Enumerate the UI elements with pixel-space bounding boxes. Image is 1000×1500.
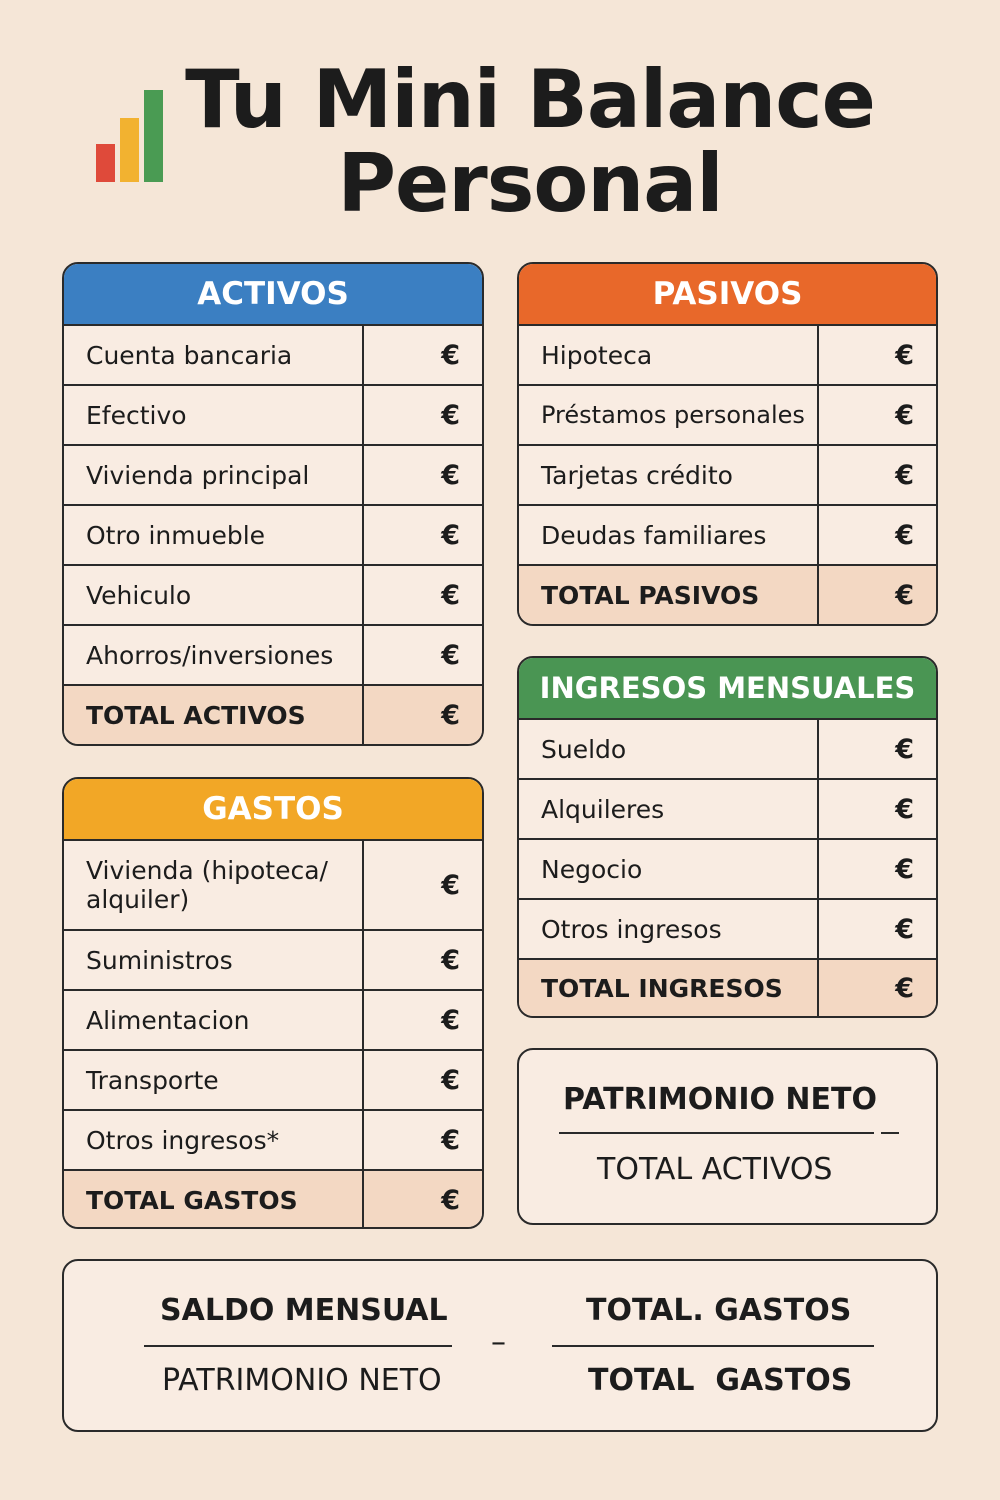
- amount-field[interactable]: €: [895, 853, 914, 885]
- total-label: TOTAL GASTOS: [64, 1171, 364, 1229]
- ingresos-header: INGRESOS MENSUALES: [519, 658, 936, 720]
- row-label: Sueldo: [519, 720, 819, 778]
- minus-sign: –: [491, 1325, 506, 1360]
- row-label: Otro inmueble: [64, 506, 364, 564]
- table-row: [64, 991, 482, 1051]
- table-row: [64, 386, 482, 446]
- row-label: Vehiculo: [64, 566, 364, 624]
- table-row: [64, 566, 482, 626]
- gastos-numerator: TOTAL. GASTOS: [586, 1293, 852, 1328]
- table-row: [519, 900, 936, 960]
- table-row: [519, 506, 936, 566]
- gastos-card: [62, 777, 484, 1229]
- row-label: Vivienda principal: [64, 446, 364, 504]
- row-label: Cuenta bancaria: [64, 326, 364, 384]
- row-label: Otros ingresos: [519, 900, 819, 958]
- pasivos-header: PASIVOS: [519, 264, 936, 326]
- saldo-numerator: SALDO MENSUAL: [160, 1293, 448, 1328]
- logo-bar-red: [96, 144, 115, 182]
- amount-field[interactable]: €: [895, 913, 914, 945]
- activos-card: [62, 262, 484, 746]
- amount-field[interactable]: €: [441, 1064, 460, 1096]
- row-label: Efectivo: [64, 386, 364, 444]
- title-line-2: Personal: [337, 137, 723, 230]
- row-label: Tarjetas crédito: [519, 446, 819, 504]
- row-label: Deudas familiares: [519, 506, 819, 564]
- minus-sign: [881, 1132, 899, 1134]
- total-amount-field[interactable]: €: [441, 699, 460, 731]
- table-row: [64, 446, 482, 506]
- amount-field[interactable]: €: [895, 733, 914, 765]
- amount-field[interactable]: €: [441, 339, 460, 371]
- row-label: Alimentacion: [64, 991, 364, 1049]
- amount-field[interactable]: €: [441, 579, 460, 611]
- amount-field[interactable]: €: [441, 944, 460, 976]
- row-label: Otros ingresos*: [64, 1111, 364, 1169]
- table-row: [519, 840, 936, 900]
- title-line-1: Tu Mini Balance: [185, 53, 875, 146]
- table-row: [519, 720, 936, 780]
- table-row: [519, 780, 936, 840]
- total-label: TOTAL INGRESOS: [519, 960, 819, 1016]
- total-amount-field[interactable]: €: [895, 579, 914, 611]
- fraction-line: [559, 1132, 874, 1134]
- table-row: [64, 506, 482, 566]
- pasivos-card: [517, 262, 938, 626]
- amount-field[interactable]: €: [895, 459, 914, 491]
- row-label: Suministros: [64, 931, 364, 989]
- activos-header: ACTIVOS: [64, 264, 482, 326]
- total-amount-field[interactable]: €: [441, 1184, 460, 1216]
- total-row: [64, 686, 482, 744]
- total-row: [519, 566, 936, 624]
- table-row: [519, 326, 936, 386]
- total-row: [519, 960, 936, 1016]
- formula-denominator: TOTAL ACTIVOS: [597, 1152, 833, 1187]
- fraction-line-right: [552, 1345, 874, 1347]
- row-label: Transporte: [64, 1051, 364, 1109]
- bar-chart-icon: [96, 88, 166, 182]
- total-label: TOTAL PASIVOS: [519, 566, 819, 624]
- logo-bar-green: [144, 90, 163, 182]
- gastos-header: GASTOS: [64, 779, 482, 841]
- amount-field[interactable]: €: [441, 399, 460, 431]
- row-label: Hipoteca: [519, 326, 819, 384]
- amount-field[interactable]: €: [441, 1004, 460, 1036]
- table-row: [519, 386, 936, 446]
- total-row: [64, 1171, 482, 1229]
- amount-field[interactable]: €: [895, 519, 914, 551]
- row-label: Ahorros/inversiones: [64, 626, 364, 684]
- table-row: [64, 326, 482, 386]
- amount-field[interactable]: €: [895, 339, 914, 371]
- amount-field[interactable]: €: [895, 793, 914, 825]
- row-label: Alquileres: [519, 780, 819, 838]
- row-label: Préstamos personales: [519, 386, 819, 444]
- ingresos-card: [517, 656, 938, 1018]
- amount-field[interactable]: €: [441, 519, 460, 551]
- page-title: [180, 53, 880, 230]
- amount-field[interactable]: €: [441, 1124, 460, 1156]
- patrimonio-formula-box: [517, 1048, 938, 1225]
- total-amount-field[interactable]: €: [895, 972, 914, 1004]
- table-row: [64, 1111, 482, 1171]
- row-label: Vivienda (hipoteca/ alquiler): [64, 841, 364, 929]
- table-row: [64, 1051, 482, 1111]
- row-label: Negocio: [519, 840, 819, 898]
- table-row: [519, 446, 936, 506]
- table-row: [64, 931, 482, 991]
- logo-bar-yellow: [120, 118, 139, 182]
- amount-field[interactable]: €: [441, 869, 460, 901]
- table-row: [64, 626, 482, 686]
- table-row: [64, 841, 482, 931]
- gastos-denominator: TOTAL GASTOS: [588, 1363, 853, 1398]
- saldo-formula-box: [62, 1259, 938, 1432]
- amount-field[interactable]: €: [895, 399, 914, 431]
- saldo-denominator: PATRIMONIO NETO: [162, 1363, 442, 1398]
- fraction-line-left: [144, 1345, 452, 1347]
- formula-numerator: PATRIMONIO NETO: [563, 1082, 877, 1117]
- amount-field[interactable]: €: [441, 639, 460, 671]
- amount-field[interactable]: €: [441, 459, 460, 491]
- total-label: TOTAL ACTIVOS: [64, 686, 364, 744]
